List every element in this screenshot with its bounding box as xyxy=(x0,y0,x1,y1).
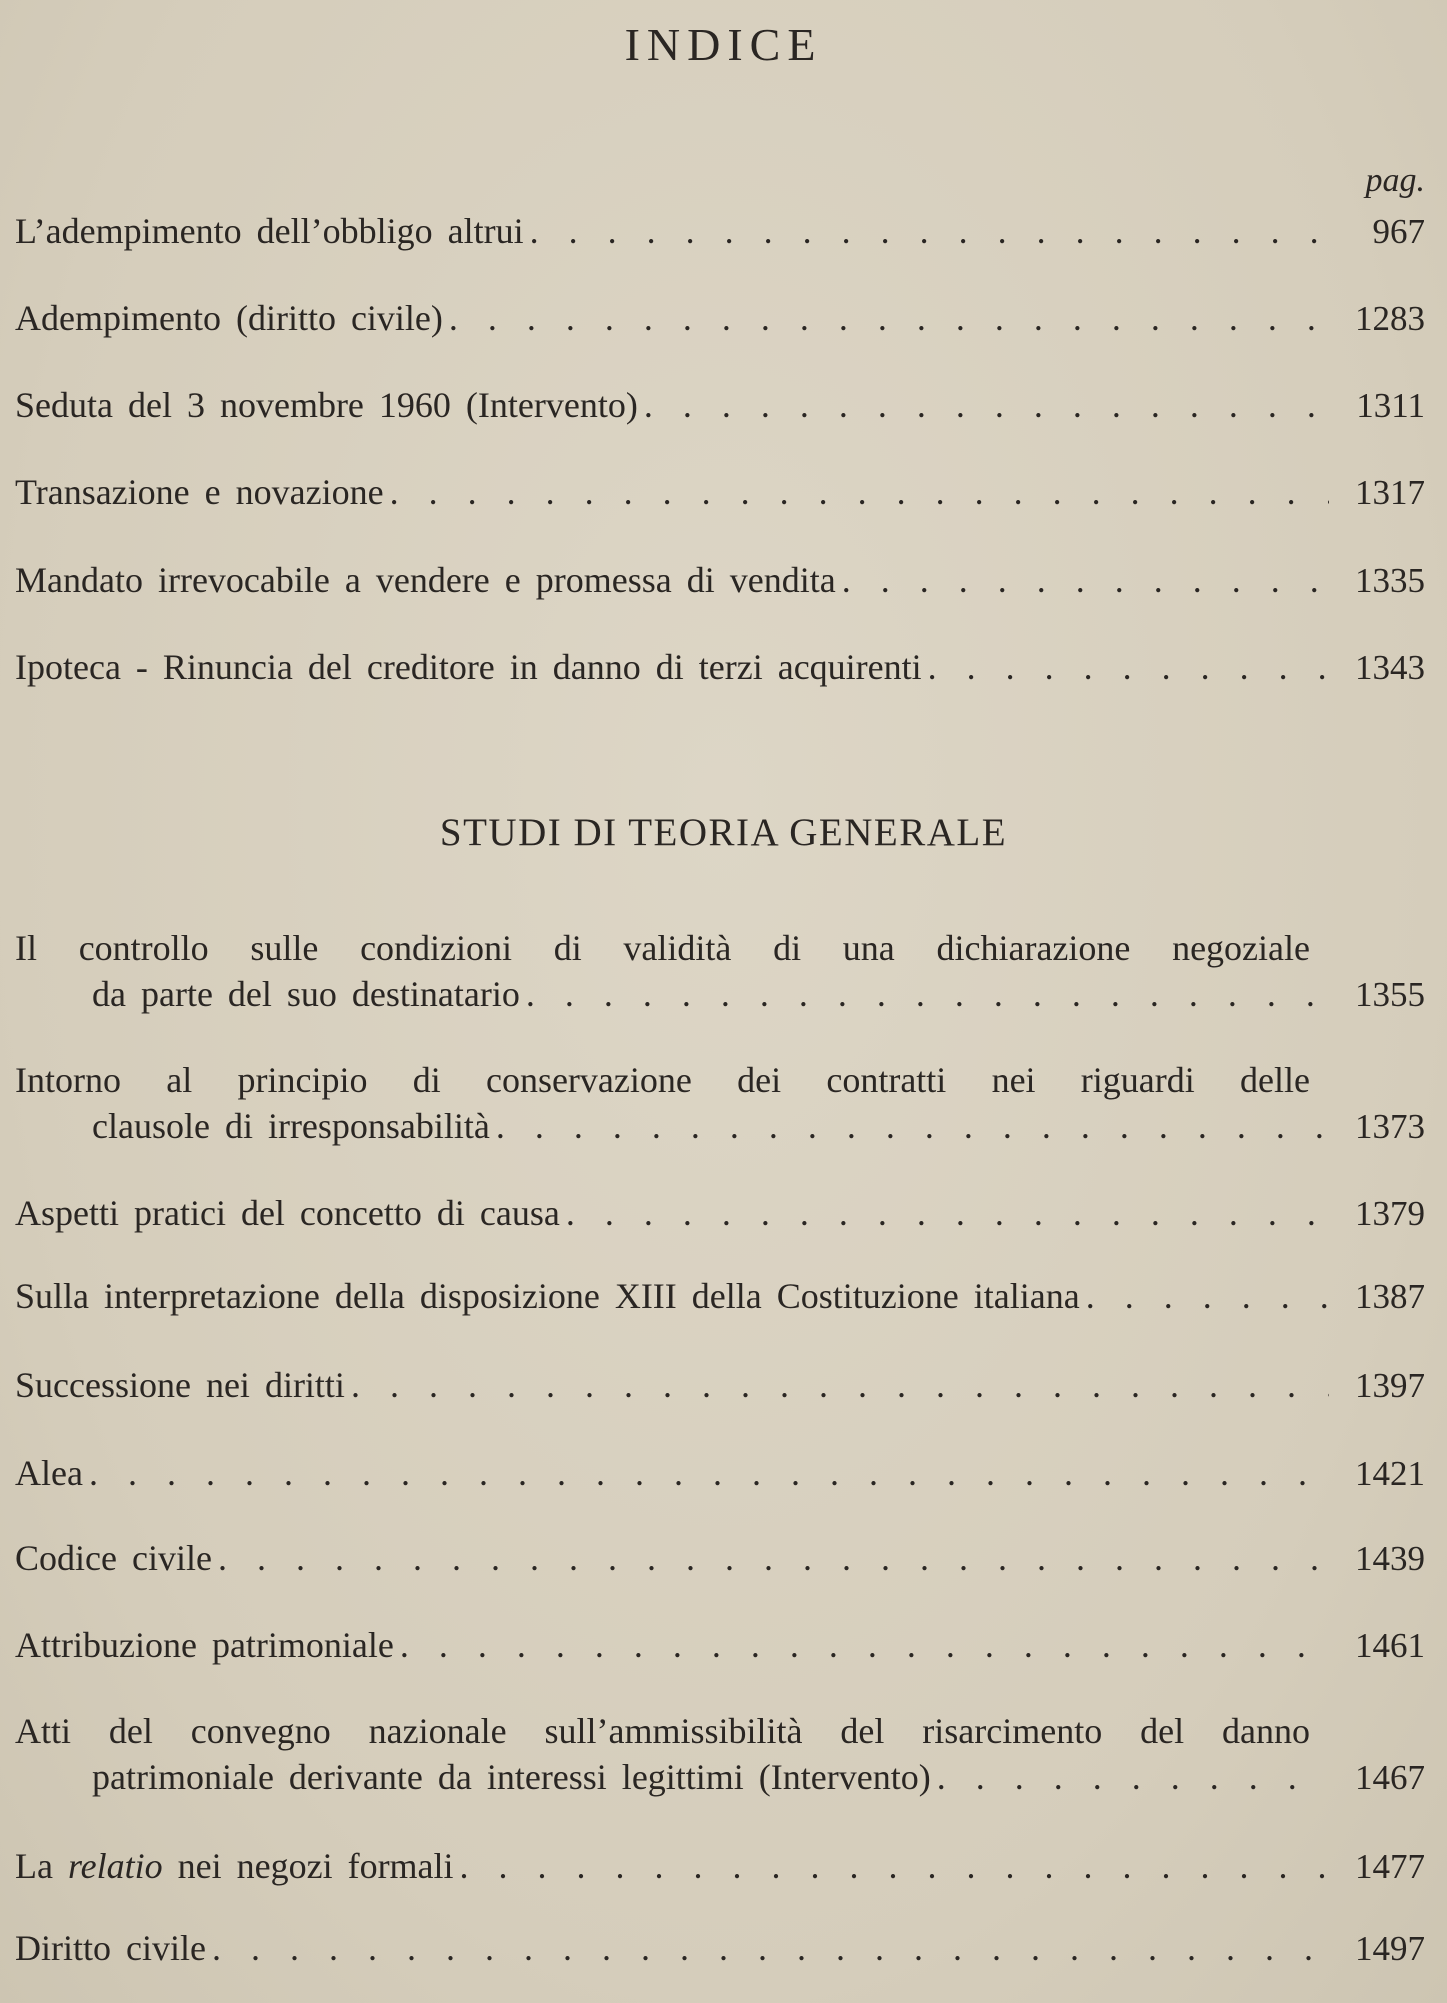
entry-page-number: 1467 xyxy=(1355,1758,1425,1797)
entry-title: Attribuzione patrimoniale xyxy=(15,1625,394,1665)
entry-page-number: 1355 xyxy=(1355,975,1425,1014)
toc-entry xyxy=(15,925,1425,1018)
toc-entry xyxy=(15,1622,1425,1669)
section-heading: STUDI DI TEORIA GENERALE xyxy=(439,811,1008,854)
dot-leader xyxy=(400,1622,1329,1668)
entry-page-number: 1379 xyxy=(1355,1194,1425,1233)
entry-title: clausole di irresponsabilità xyxy=(92,1106,490,1146)
entry-title-pre: La xyxy=(15,1846,53,1886)
dot-leader xyxy=(449,295,1329,341)
toc-entry xyxy=(15,382,1425,429)
entry-title: L’adempimento dell’obbligo altrui xyxy=(15,211,524,251)
toc-entry xyxy=(15,644,1425,691)
dot-leader xyxy=(526,971,1329,1017)
entry-page-number: 1373 xyxy=(1355,1107,1425,1146)
entry-title-line1: Atti del convegno nazionale sull’ammissibilità del risarcimento del danno xyxy=(15,1711,1310,1751)
dot-leader xyxy=(566,1190,1329,1236)
dot-leader xyxy=(351,1362,1329,1408)
dot-leader xyxy=(530,208,1329,254)
entry-title: Mandato irrevocabile a vendere e promessa di vendita xyxy=(15,560,836,600)
entry-title-line1: Il controllo sulle condizioni di validità di una dichiarazione negoziale xyxy=(15,928,1310,968)
entry-page-number: 1387 xyxy=(1355,1277,1425,1316)
toc-entry xyxy=(15,1362,1425,1409)
entry-page-number: 1497 xyxy=(1355,1929,1425,1968)
entry-title: Adempimento (diritto civile) xyxy=(15,298,443,338)
entry-title: Successione nei diritti xyxy=(15,1365,345,1405)
dot-leader xyxy=(390,469,1329,515)
toc-entry xyxy=(15,1925,1425,1972)
toc-entry xyxy=(15,1708,1425,1801)
entry-title: Codice civile xyxy=(15,1538,212,1578)
entry-title: Transazione e novazione xyxy=(15,472,384,512)
entry-page-number: 1335 xyxy=(1355,561,1425,600)
entry-page-number: 1461 xyxy=(1355,1626,1425,1665)
dot-leader xyxy=(842,557,1329,603)
dot-leader xyxy=(928,644,1329,690)
entry-title-italic: relatio xyxy=(67,1846,163,1886)
entry-title: patrimoniale derivante da interessi legittimi (Intervento) xyxy=(92,1757,931,1797)
entry-page-number: 1283 xyxy=(1355,299,1425,338)
entry-title-post: nei negozi formali xyxy=(177,1846,454,1886)
toc-entry xyxy=(15,1450,1425,1497)
toc-entry xyxy=(15,469,1425,516)
entry-page-number: 1421 xyxy=(1355,1454,1425,1493)
toc-entry xyxy=(15,295,1425,342)
toc-entry xyxy=(15,1843,1425,1890)
dot-leader xyxy=(89,1450,1329,1496)
entry-page-number: 967 xyxy=(1372,212,1425,251)
entry-title xyxy=(15,1843,454,1889)
toc-entry xyxy=(15,1273,1425,1320)
toc-entry xyxy=(15,1190,1425,1237)
entry-title-line1: Intorno al principio di conservazione dei contratti nei riguardi delle xyxy=(15,1060,1310,1100)
entry-title: Seduta del 3 novembre 1960 (Intervento) xyxy=(15,385,638,425)
dot-leader xyxy=(212,1925,1329,1971)
dot-leader xyxy=(496,1103,1329,1149)
toc-entry xyxy=(15,1535,1425,1582)
entry-title: Aspetti pratici del concetto di causa xyxy=(15,1193,560,1233)
entry-title: Ipoteca - Rinuncia del creditore in danno di terzi acquirenti xyxy=(15,647,922,687)
toc-entry xyxy=(15,557,1425,604)
dot-leader xyxy=(218,1535,1329,1581)
entry-page-number: 1397 xyxy=(1355,1366,1425,1405)
entry-page-number: 1439 xyxy=(1355,1539,1425,1578)
entry-page-number: 1311 xyxy=(1356,386,1425,425)
entry-page-number: 1317 xyxy=(1355,473,1425,512)
page-title: INDICE xyxy=(624,19,823,70)
toc-entry xyxy=(15,208,1425,255)
dot-leader xyxy=(937,1754,1329,1800)
dot-leader xyxy=(644,382,1329,428)
entry-title: Sulla interpretazione della disposizione XIII della Costituzione italiana xyxy=(15,1276,1080,1316)
dot-leader xyxy=(1086,1273,1329,1319)
dot-leader xyxy=(460,1843,1329,1889)
entry-page-number: 1477 xyxy=(1355,1847,1425,1886)
entry-title: Diritto civile xyxy=(15,1928,206,1968)
entry-title: Alea xyxy=(15,1453,83,1493)
page-column-label: pag. xyxy=(1365,162,1425,199)
toc-entry xyxy=(15,1057,1425,1150)
entry-page-number: 1343 xyxy=(1355,648,1425,687)
entry-title: da parte del suo destinatario xyxy=(92,974,520,1014)
